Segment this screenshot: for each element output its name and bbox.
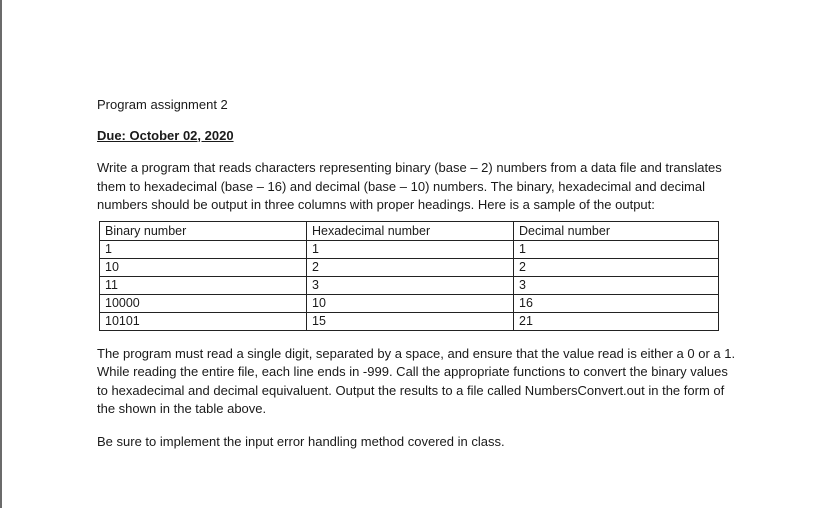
- assignment-title: Program assignment 2: [97, 97, 228, 112]
- cell-hexadecimal: 2: [307, 258, 514, 276]
- cell-hexadecimal: 10: [307, 294, 514, 312]
- instructions-paragraph: The program must read a single digit, separated by a space, and ensure that the value read is either a 0 or a 1. While reading the entire file, each line ends in -999. Call the appropriate functions to convert the binary values to hexadecimal and decimal equivaluent. Output the results to a file called NumbersConvert.out in the form of the shown in the table above.: [97, 345, 736, 416]
- table-row: [100, 258, 719, 276]
- page-left-border: [0, 0, 2, 508]
- cell-decimal: 1: [514, 240, 719, 258]
- cell-decimal: 16: [514, 294, 719, 312]
- cell-hexadecimal: 15: [307, 312, 514, 330]
- cell-binary: 10: [100, 258, 307, 276]
- cell-binary: 11: [100, 276, 307, 294]
- table-header-row: [100, 221, 719, 240]
- intro-paragraph: Write a program that reads characters representing binary (base – 2) numbers from a data file and translates them to hexadecimal (base – 16) and decimal (base – 10) numbers. The binary, hexadecimal and decimal numbers should be output in three columns with proper headings. Here is a sample of the output:: [97, 160, 722, 212]
- cell-hexadecimal: 3: [307, 276, 514, 294]
- cell-binary: 10101: [100, 312, 307, 330]
- document-page: [97, 96, 737, 451]
- due-date: Due: October 02, 2020: [97, 127, 234, 143]
- table-row: [100, 294, 719, 312]
- sample-output-table: [99, 221, 719, 331]
- header-decimal: Decimal number: [514, 221, 719, 240]
- header-binary: Binary number: [100, 221, 307, 240]
- cell-decimal: 21: [514, 312, 719, 330]
- header-hexadecimal: Hexadecimal number: [307, 221, 514, 240]
- cell-hexadecimal: 1: [307, 240, 514, 258]
- error-handling-note: Be sure to implement the input error handling method covered in class.: [97, 433, 505, 449]
- cell-binary: 10000: [100, 294, 307, 312]
- cell-binary: 1: [100, 240, 307, 258]
- table-row: [100, 276, 719, 294]
- cell-decimal: 2: [514, 258, 719, 276]
- table-row: [100, 240, 719, 258]
- cell-decimal: 3: [514, 276, 719, 294]
- table-row: [100, 312, 719, 330]
